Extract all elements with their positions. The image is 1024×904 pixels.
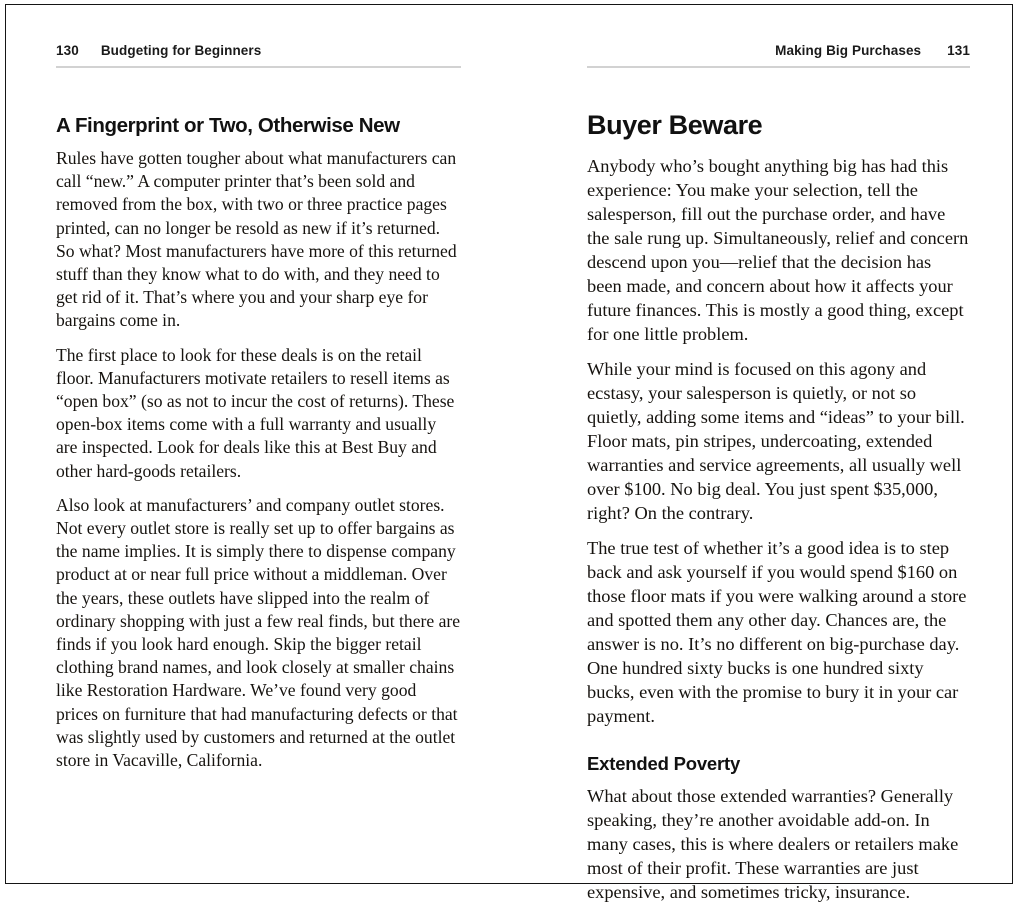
paragraph: What about those extended warranties? Generally speaking, they’re another avoidable add-on. In many cases, this is where dealers or retailers make most of their profit. These warranties are just expensive, and sometimes tricky, insurance. [587, 785, 959, 902]
paragraph: Also look at manufacturers’ and company outlet stores. Not every outlet store is really set up to offer bargains as the name implies. It is simply there to dispense company product at or near full price without a middleman. Over the years, these outlets have slipped into the realm of ordinary shopping with just a few real finds, but there are finds if you look hard enough. Skip the bigger retail clothing brand names, and look closely at smaller chains like Restoration Hardware. We’ve found very good prices on furniture that had manufacturing defects or that was slightly used by customers and returned at the outlet store in Vacaville, California. [56, 494, 461, 771]
page-number-left: 130 [56, 43, 79, 58]
running-head-verso [56, 43, 461, 60]
paragraph: Anybody who’s bought anything big has had this experience: You make your selection, tell the salesperson, fill out the purchase order, and have the sale rung up. Simultaneously, relief and concern descend upon you—relief that the decision has been made, and concern about how it affects your future finances. This is mostly a good thing, except for one little problem. [587, 156, 969, 345]
book-title-left: Budgeting for Beginners [100, 43, 262, 58]
section-heading-right: Buyer Beware [587, 110, 763, 140]
page-number-right: 131 [947, 43, 970, 58]
header-rule-right [587, 66, 970, 68]
header-rule-left [56, 66, 461, 68]
subsection-heading-right: Extended Poverty [587, 753, 741, 775]
page-verso [6, 5, 509, 883]
running-head-recto [587, 43, 970, 60]
paragraph: The true test of whether it’s a good idea is to step back and ask yourself if you would spend $160 on those floor mats if you were walking around a store and spotted them any other day. Chances are, the answer is no. It’s no different on big-purchase day. One hundred sixty bucks is one hundred sixty bucks, even with the promise to bury it in your car payment. [587, 538, 967, 727]
page-recto [509, 5, 1012, 902]
paragraph: Rules have gotten tougher about what manufacturers can call “new.” A computer printer that’s been sold and removed from the box, with two or three practice pages printed, can no longer be resold as new if it’s returned. So what? Most manufacturers have more of this returned stuff than they know what to do with, and they need to get rid of it. That’s where you and your sharp eye for bargains come in. [56, 147, 457, 331]
paragraph: While your mind is focused on this agony and ecstasy, your salesperson is quietly, or not so quietly, adding some items and “ideas” to your bill. Floor mats, pin stripes, undercoating, extended warranties and service agreements, all usually well over $100. No big deal. You just spent $35,000, right? On the contrary. [587, 359, 965, 524]
book-spread [5, 4, 1013, 902]
page-container [6, 5, 1012, 902]
paragraph: The first place to look for these deals is on the retail floor. Manufacturers motivate retailers to resell items as “open box” (so as not to incur the cost of returns). These open-box items come with a full warranty and usually are inspected. Look for deals like this at Best Buy and other hard-goods retailers. [56, 344, 455, 481]
section-heading-left: A Fingerprint or Two, Otherwise New [56, 114, 400, 137]
chapter-title-right: Making Big Purchases [775, 43, 922, 58]
